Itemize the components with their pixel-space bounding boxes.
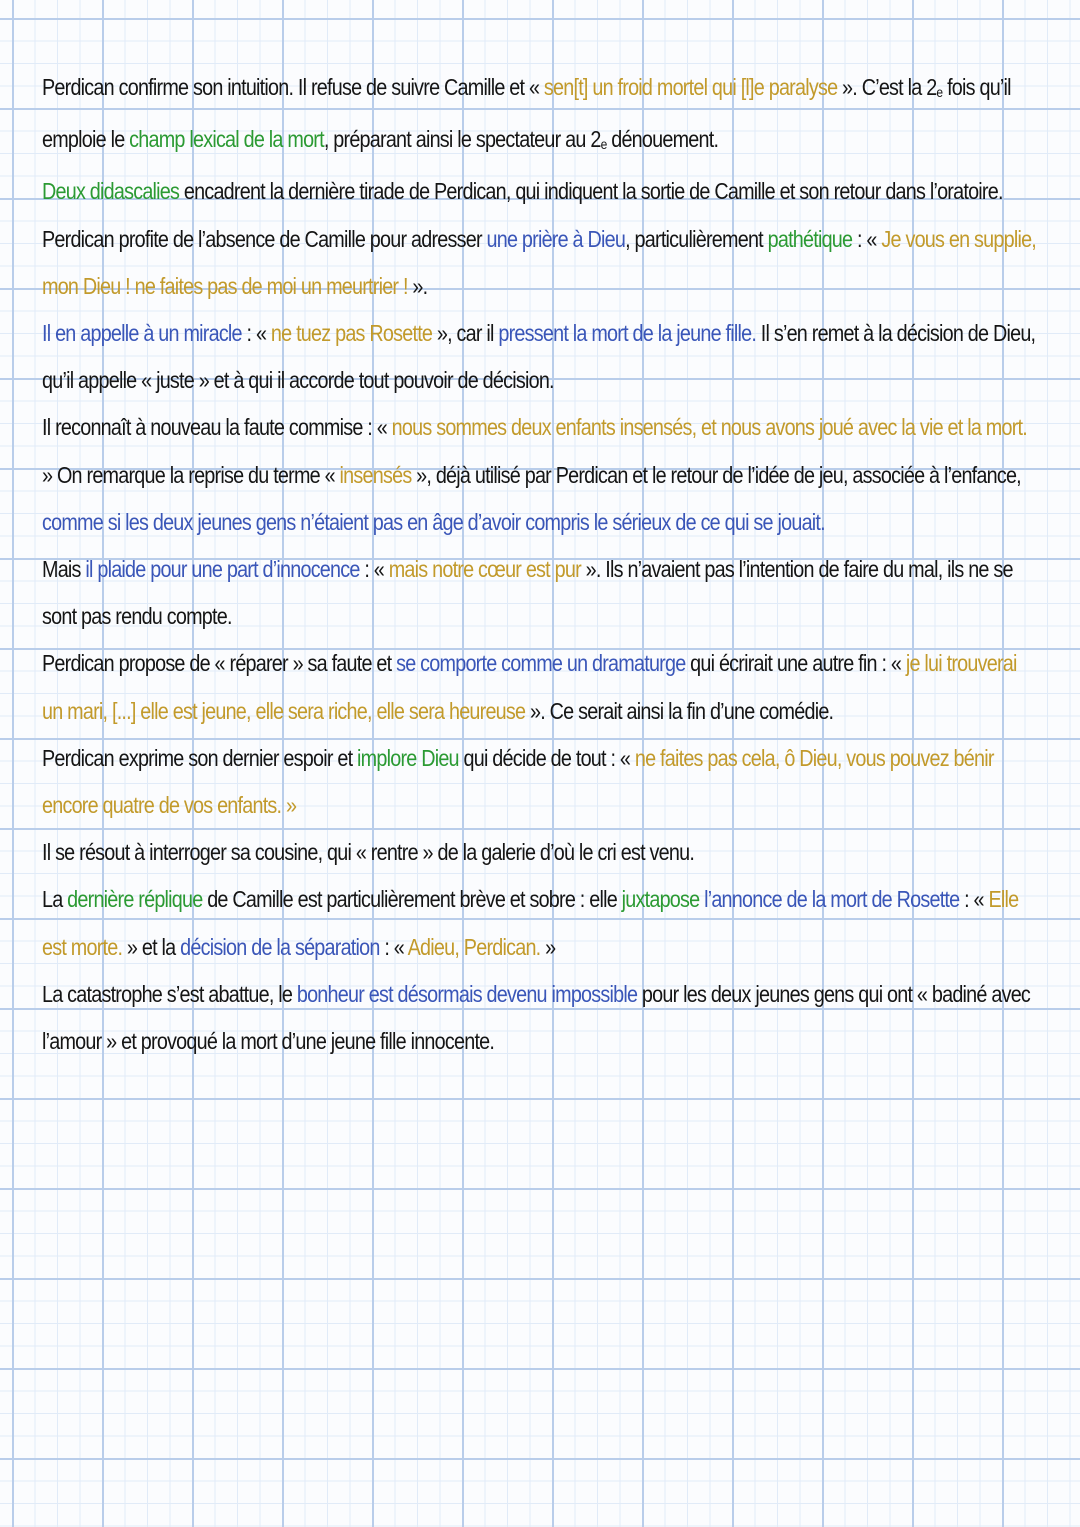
text-segment: La catastrophe s’est abattue, le xyxy=(42,980,297,1007)
text-segment: fois qu’il emploie le xyxy=(42,74,1011,153)
text-segment: » xyxy=(540,933,556,960)
highlighted-green-segment: dernière réplique xyxy=(67,886,203,913)
text-segment: ». xyxy=(407,272,428,299)
highlighted-blue-segment: décision de la séparation xyxy=(180,933,380,960)
highlighted-blue-segment: comme si les deux jeunes gens n’étaient pas en âge d’avoir compris le sérieux de ce qui se jouait. xyxy=(42,508,825,535)
highlighted-blue-segment: bonheur est désormais devenu impossible xyxy=(296,980,638,1007)
text-segment: Perdican profite de l’absence de Camille pour adresser xyxy=(42,225,487,252)
text-segment: La xyxy=(42,886,68,913)
paragraph xyxy=(42,735,1041,829)
text-segment: 2 xyxy=(926,74,937,100)
text-segment: : « xyxy=(959,886,989,913)
text-segment: : « xyxy=(359,556,389,583)
highlighted-gold-segment: insensés xyxy=(339,461,412,488)
text-segment: qui décide de tout : « xyxy=(458,744,635,771)
highlighted-green-segment: Deux didascalies xyxy=(42,178,180,205)
highlighted-blue-segment: il plaide pour une part d’innocence xyxy=(85,556,360,583)
highlighted-blue-segment: se comporte comme un dramaturge xyxy=(396,650,686,677)
text-segment: de Camille est particulièrement brève et sobre : elle xyxy=(202,886,622,913)
highlighted-blue-segment: Il en appelle à un miracle xyxy=(42,320,242,347)
text-segment: dénouement. xyxy=(606,126,719,153)
paragraph xyxy=(42,829,1041,876)
text-segment: encadrent la dernière tirade de Perdican, qui indiquent la sortie de Camille et son retour dans l’oratoire. xyxy=(179,178,1003,205)
analysis-text xyxy=(42,64,1042,1065)
text-segment: ». Ils n’avaient pas l’intention de faire du mal, ils ne se sont pas rendu compte. xyxy=(42,556,1013,630)
paragraph xyxy=(42,310,1041,404)
text-segment: ». C’est la xyxy=(837,74,927,100)
highlighted-gold-segment: Elle est morte. xyxy=(42,886,1019,960)
highlighted-blue-segment: pressent la mort de la jeune fille. xyxy=(498,320,757,347)
highlighted-gold-segment: ne faites pas cela, ô Dieu, vous pouvez bénir encore quatre de vos enfants. » xyxy=(42,744,994,819)
text-segment: », déjà utilisé par Perdican et le retour de l’idée de jeu, associée à l’enfance, xyxy=(411,461,1021,488)
text-segment: : « xyxy=(241,320,271,347)
text-segment: qui écrirait une autre fin : « xyxy=(685,650,906,677)
highlighted-blue-segment: une prière à Dieu xyxy=(486,225,626,252)
paragraph xyxy=(42,168,1041,215)
highlighted-gold-segment: je lui trouverai un mari, [...] elle est jeune, elle sera riche, elle sera heureuse xyxy=(42,650,1017,724)
text-segment: Il s’en remet à la décision de Dieu, qu’il appelle « juste » et à qui il accorde tout pouvoir de décision. xyxy=(42,320,1036,394)
highlighted-gold-segment: nous sommes deux enfants insensés, et nous avons joué avec la vie et la mort. xyxy=(391,414,1027,441)
highlighted-green-segment: juxtapose xyxy=(621,886,700,913)
highlighted-gold-segment: ne tuez pas Rosette xyxy=(270,320,433,347)
highlighted-blue-segment: l’annonce de la mort de Rosette xyxy=(704,886,960,913)
paragraph xyxy=(42,546,1041,640)
text-segment: e xyxy=(600,136,607,153)
text-segment: » On remarque la reprise du terme « xyxy=(42,461,340,488)
text-segment: Il reconnaît à nouveau la faute commise : « xyxy=(42,414,392,441)
text-segment: Perdican exprime son dernier espoir et xyxy=(42,744,358,771)
text-segment: pour les deux jeunes gens qui ont « badiné avec l’amour » et provoqué la mort d’une jeune fille innocente. xyxy=(42,980,1031,1055)
paragraph xyxy=(42,971,1041,1065)
paragraph xyxy=(42,404,1041,546)
highlighted-gold-segment: Je vous en supplie, mon Dieu ! ne faites pas de moi un meurtrier ! xyxy=(42,225,1037,299)
text-segment: » et la xyxy=(122,933,181,960)
highlighted-gold-segment: mais notre cœur est pur xyxy=(388,556,581,583)
text-segment: Perdican confirme son intuition. Il refuse de suivre Camille et « xyxy=(42,74,544,100)
text-segment: , préparant ainsi le spectateur au xyxy=(323,126,591,153)
paragraph xyxy=(42,216,1041,310)
text-segment: Mais xyxy=(42,556,86,583)
paragraph xyxy=(42,64,1041,168)
highlighted-green-segment: implore Dieu xyxy=(357,744,459,771)
text-segment: », car il xyxy=(432,320,499,347)
paragraph xyxy=(42,640,1041,734)
text-segment: : « xyxy=(379,933,408,960)
text-segment: e xyxy=(936,84,943,100)
text-segment: Il se résout à interroger sa cousine, qui « rentre » de la galerie d’où le cri est venu. xyxy=(42,839,695,866)
highlighted-gold-segment: Adieu, Perdican. xyxy=(407,933,541,960)
text-segment: : « xyxy=(852,225,882,252)
highlighted-green-segment: champ lexical de la mort xyxy=(129,126,324,153)
text-segment: , particulièrement xyxy=(625,225,768,252)
text-segment: 2 xyxy=(590,126,601,153)
highlighted-green-segment: pathétique xyxy=(767,225,853,252)
text-segment: Perdican propose de « réparer » sa faute et xyxy=(42,650,397,677)
text-segment: ». Ce serait ainsi la fin d’une comédie. xyxy=(525,697,834,724)
highlighted-gold-segment: sen[t] un froid mortel qui [l]e paralyse xyxy=(543,74,838,100)
paragraph xyxy=(42,876,1041,970)
